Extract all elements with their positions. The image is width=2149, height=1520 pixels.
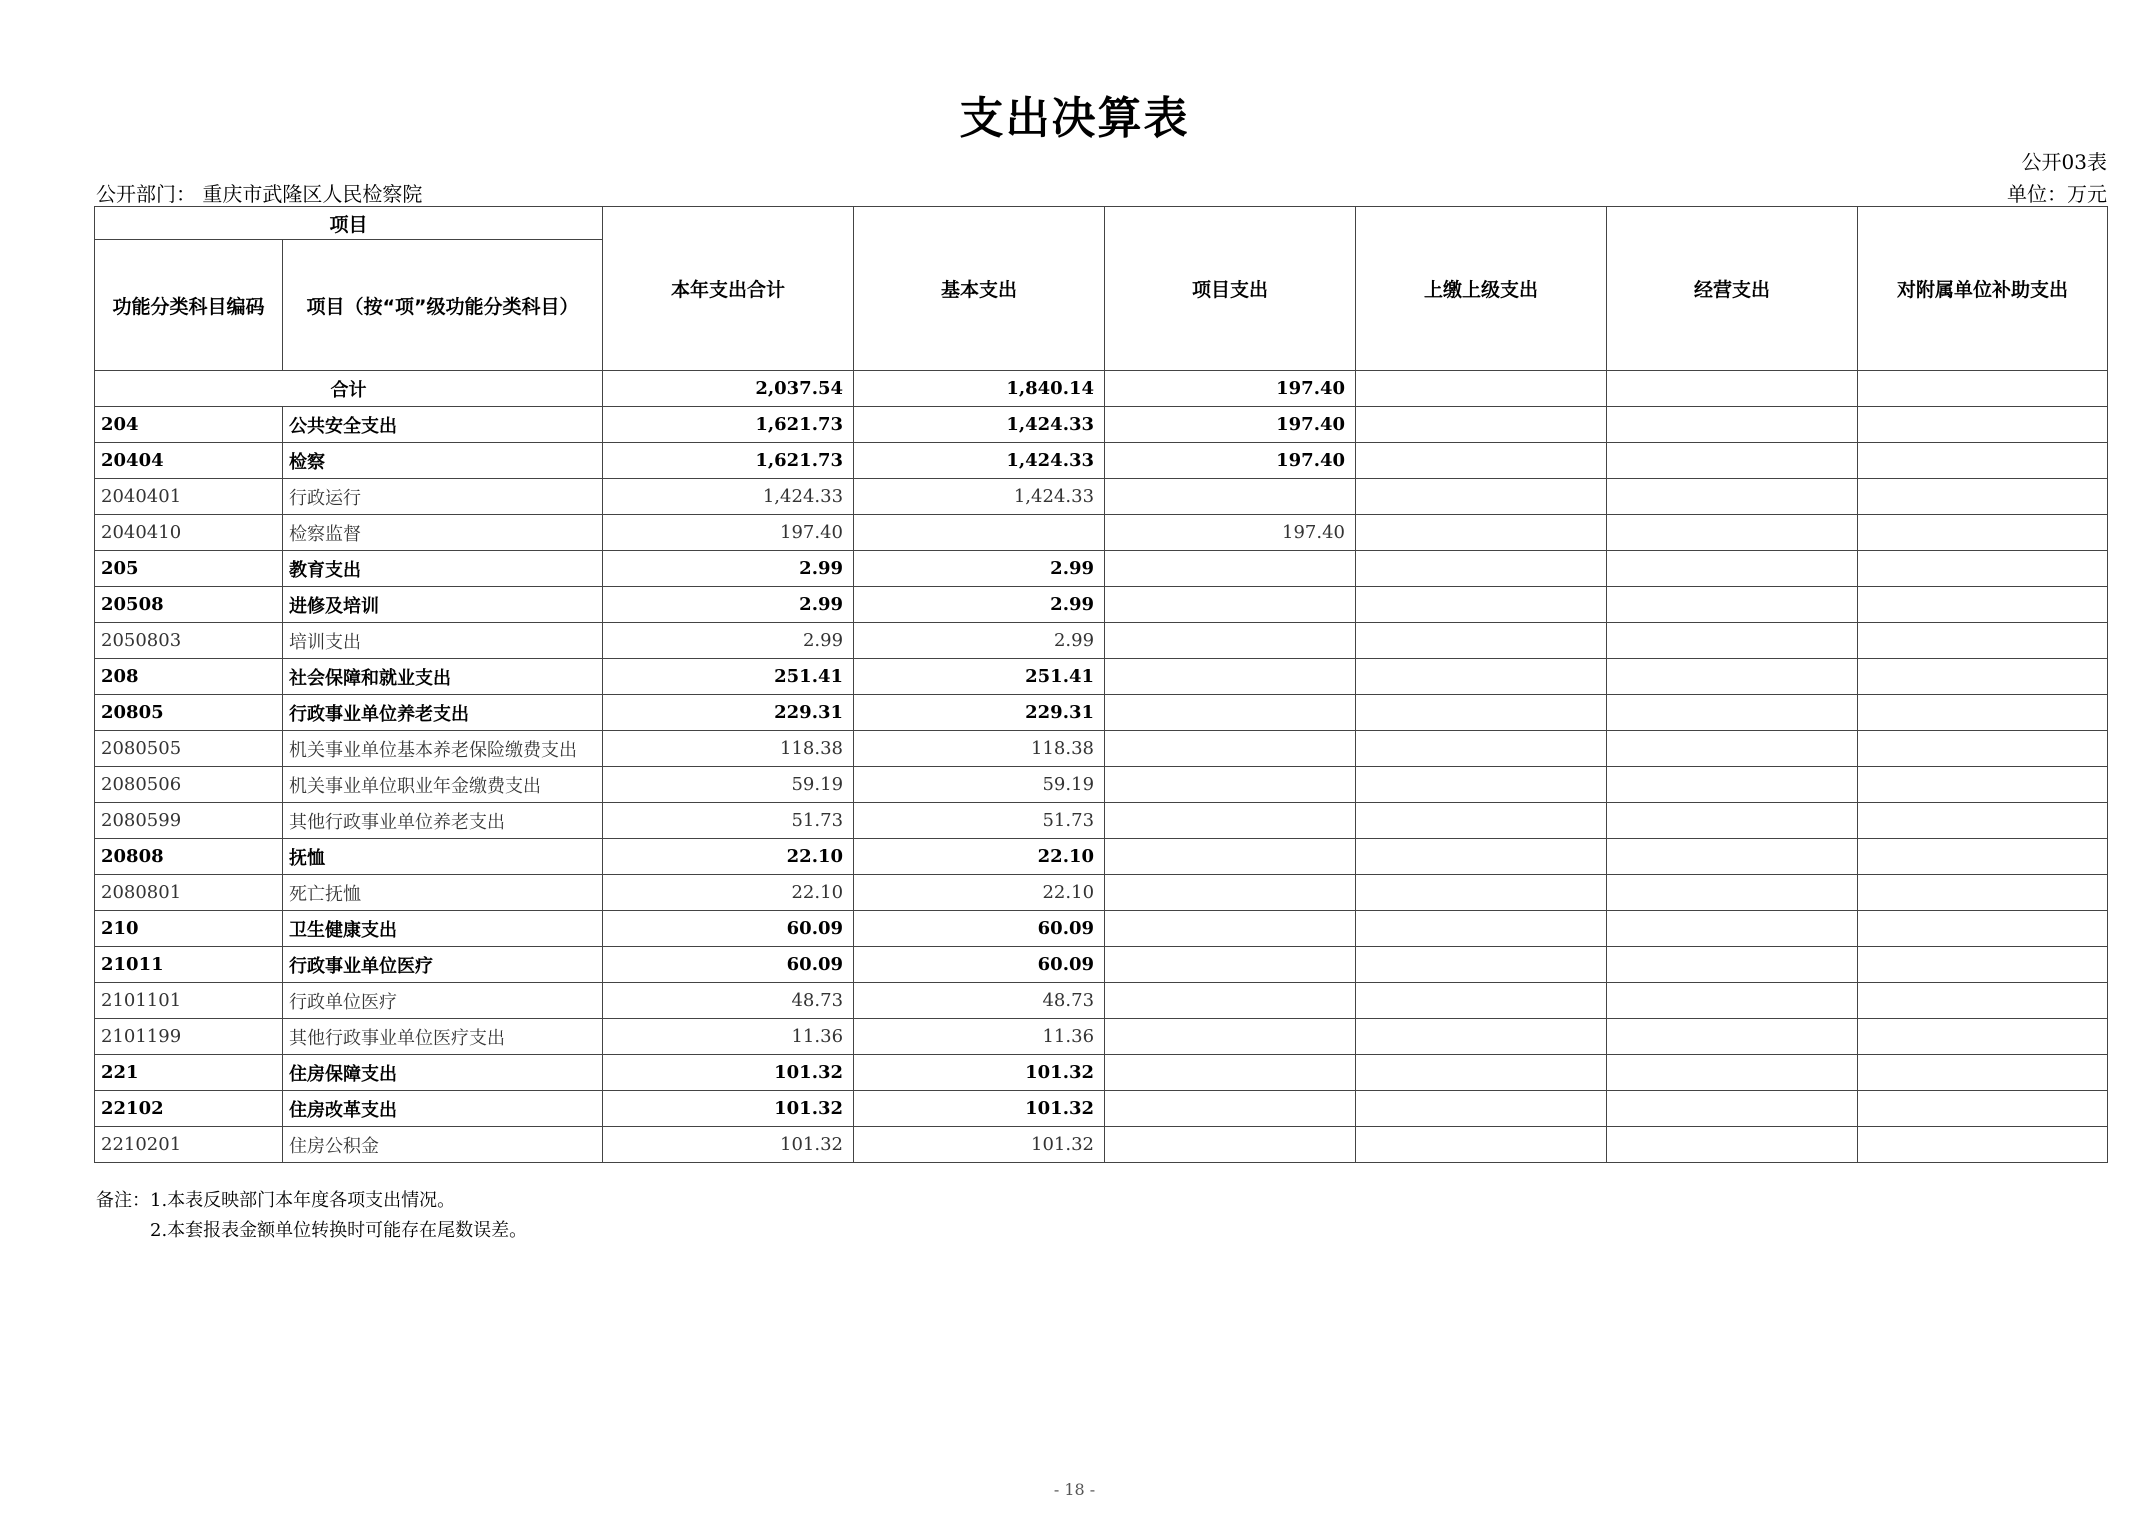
name-cell: 住房公积金 [283,1127,603,1163]
total-cell: 22.10 [603,839,854,875]
total-cell: 2.99 [603,587,854,623]
project-cell [1105,551,1356,587]
table-row [95,875,2108,911]
business-cell [1607,1091,1858,1127]
table-row [95,1019,2108,1055]
subsidy-cell [1858,767,2108,803]
table-row [95,551,2108,587]
subsidy-cell [1858,983,2108,1019]
project-cell [1105,659,1356,695]
business-cell [1607,767,1858,803]
total-cell: 1,621.73 [603,407,854,443]
business-cell [1607,587,1858,623]
upper-cell [1356,947,1607,983]
project-cell [1105,1091,1356,1127]
business-cell [1607,839,1858,875]
subsidy-cell [1858,515,2108,551]
subsidy-cell [1858,911,2108,947]
project-cell [1105,731,1356,767]
code-cell: 20808 [95,839,283,875]
basic-cell: 22.10 [854,839,1105,875]
total-cell: 101.32 [603,1091,854,1127]
total-cell: 229.31 [603,695,854,731]
business-cell [1607,1055,1858,1091]
subsidy-cell [1858,479,2108,515]
business-cell [1607,515,1858,551]
basic-cell: 60.09 [854,911,1105,947]
subsidy-cell [1858,839,2108,875]
project-cell [1105,947,1356,983]
project-cell [1105,911,1356,947]
name-cell: 行政事业单位医疗 [283,947,603,983]
basic-cell: 2.99 [854,551,1105,587]
name-cell: 机关事业单位职业年金缴费支出 [283,767,603,803]
code-cell: 205 [95,551,283,587]
project-cell [1105,983,1356,1019]
total-cell: 118.38 [603,731,854,767]
upper-cell [1356,623,1607,659]
name-cell: 检察 [283,443,603,479]
upper-cell [1356,695,1607,731]
table-row [95,947,2108,983]
business-cell [1607,911,1858,947]
business-cell [1607,731,1858,767]
basic-cell: 1,424.33 [854,479,1105,515]
basic-cell: 101.32 [854,1091,1105,1127]
project-cell [1105,695,1356,731]
name-cell: 其他行政事业单位医疗支出 [283,1019,603,1055]
basic-cell: 101.32 [854,1055,1105,1091]
basic-cell: 2.99 [854,623,1105,659]
code-cell: 2080801 [95,875,283,911]
code-cell: 2101199 [95,1019,283,1055]
total-cell: 51.73 [603,803,854,839]
upper-cell [1356,551,1607,587]
project-cell [1105,623,1356,659]
business-cell [1607,875,1858,911]
total-cell: 48.73 [603,983,854,1019]
code-cell: 2080599 [95,803,283,839]
code-cell: 20805 [95,695,283,731]
subsidy-cell [1858,947,2108,983]
code-cell: 2080506 [95,767,283,803]
business-cell [1607,803,1858,839]
subsidy-cell [1858,695,2108,731]
basic-cell: 59.19 [854,767,1105,803]
basic-cell: 229.31 [854,695,1105,731]
table-row [95,1091,2108,1127]
total-cell: 101.32 [603,1055,854,1091]
header-project: 项目支出 [1105,207,1356,371]
name-cell: 行政单位医疗 [283,983,603,1019]
total-cell: 60.09 [603,911,854,947]
subsidy-cell [1858,731,2108,767]
total-row [95,371,2108,407]
subsidy-cell [1858,1127,2108,1163]
name-cell: 机关事业单位基本养老保险缴费支出 [283,731,603,767]
upper-cell [1356,1019,1607,1055]
code-cell: 2210201 [95,1127,283,1163]
name-cell: 抚恤 [283,839,603,875]
total-business [1607,371,1858,407]
table-row [95,479,2108,515]
subsidy-cell [1858,407,2108,443]
code-cell: 204 [95,407,283,443]
upper-cell [1356,839,1607,875]
code-cell: 2050803 [95,623,283,659]
header-business: 经营支出 [1607,207,1858,371]
code-cell: 22102 [95,1091,283,1127]
upper-cell [1356,731,1607,767]
business-cell [1607,1019,1858,1055]
name-cell: 进修及培训 [283,587,603,623]
upper-cell [1356,1091,1607,1127]
total-cell: 60.09 [603,947,854,983]
business-cell [1607,695,1858,731]
code-cell: 2101101 [95,983,283,1019]
business-cell [1607,551,1858,587]
total-cell: 1,424.33 [603,479,854,515]
header-code: 功能分类科目编码 [95,240,283,371]
subsidy-cell [1858,623,2108,659]
subsidy-cell [1858,875,2108,911]
table-row [95,587,2108,623]
notes [96,1186,527,1246]
total-cell: 197.40 [603,515,854,551]
basic-cell: 101.32 [854,1127,1105,1163]
upper-cell [1356,875,1607,911]
business-cell [1607,407,1858,443]
basic-cell: 251.41 [854,659,1105,695]
upper-cell [1356,659,1607,695]
business-cell [1607,1127,1858,1163]
total-project: 197.40 [1105,371,1356,407]
header-upper: 上缴上级支出 [1356,207,1607,371]
total-cell: 22.10 [603,875,854,911]
subsidy-cell [1858,1019,2108,1055]
project-cell [1105,803,1356,839]
name-cell: 教育支出 [283,551,603,587]
upper-cell [1356,1127,1607,1163]
code-cell: 20508 [95,587,283,623]
code-cell: 2080505 [95,731,283,767]
project-cell [1105,767,1356,803]
total-cell: 101.32 [603,1127,854,1163]
name-cell: 行政运行 [283,479,603,515]
header-name: 项目（按“项”级功能分类科目） [283,240,603,371]
basic-cell: 118.38 [854,731,1105,767]
table-row [95,623,2108,659]
subsidy-cell [1858,587,2108,623]
subsidy-cell [1858,551,2108,587]
business-cell [1607,659,1858,695]
header-total: 本年支出合计 [603,207,854,371]
upper-cell [1356,479,1607,515]
name-cell: 其他行政事业单位养老支出 [283,803,603,839]
code-cell: 20404 [95,443,283,479]
upper-cell [1356,911,1607,947]
code-cell: 210 [95,911,283,947]
business-cell [1607,443,1858,479]
basic-cell: 51.73 [854,803,1105,839]
business-cell [1607,983,1858,1019]
table-row [95,695,2108,731]
name-cell: 死亡抚恤 [283,875,603,911]
table-row [95,443,2108,479]
table-row [95,659,2108,695]
name-cell: 社会保障和就业支出 [283,659,603,695]
page-title: 支出决算表 [959,93,1190,144]
subsidy-cell [1858,443,2108,479]
code-cell: 208 [95,659,283,695]
department-label: 公开部门： 重庆市武隆区人民检察院 [96,182,423,206]
project-cell: 197.40 [1105,515,1356,551]
header-item: 项目 [95,207,603,240]
code-cell: 221 [95,1055,283,1091]
table-row [95,803,2108,839]
table-row [95,839,2108,875]
subsidy-cell [1858,1055,2108,1091]
total-cell: 2.99 [603,551,854,587]
business-cell [1607,947,1858,983]
project-cell [1105,1127,1356,1163]
table-row [95,1127,2108,1163]
name-cell: 检察监督 [283,515,603,551]
table-row [95,983,2108,1019]
project-cell [1105,479,1356,515]
project-cell [1105,587,1356,623]
basic-cell: 48.73 [854,983,1105,1019]
name-cell: 行政事业单位养老支出 [283,695,603,731]
unit-label: 单位：万元 [2007,182,2107,206]
code-cell: 21011 [95,947,283,983]
project-cell: 197.40 [1105,443,1356,479]
basic-cell: 1,424.33 [854,443,1105,479]
total-cell: 59.19 [603,767,854,803]
expenditure-table [94,206,2108,1163]
name-cell: 培训支出 [283,623,603,659]
header-basic: 基本支出 [854,207,1105,371]
total-basic: 1,840.14 [854,371,1105,407]
project-cell [1105,875,1356,911]
table-row [95,767,2108,803]
project-cell [1105,1019,1356,1055]
table-row [95,731,2108,767]
form-number: 公开03表 [2021,150,2107,174]
code-cell: 2040401 [95,479,283,515]
project-cell [1105,1055,1356,1091]
total-upper [1356,371,1607,407]
basic-cell: 11.36 [854,1019,1105,1055]
upper-cell [1356,407,1607,443]
project-cell: 197.40 [1105,407,1356,443]
upper-cell [1356,983,1607,1019]
basic-cell: 60.09 [854,947,1105,983]
subsidy-cell [1858,659,2108,695]
header-subsidy: 对附属单位补助支出 [1858,207,2108,371]
upper-cell [1356,443,1607,479]
name-cell: 住房保障支出 [283,1055,603,1091]
total-cell: 1,621.73 [603,443,854,479]
name-cell: 公共安全支出 [283,407,603,443]
basic-cell: 1,424.33 [854,407,1105,443]
business-cell [1607,479,1858,515]
total-cell: 2.99 [603,623,854,659]
upper-cell [1356,803,1607,839]
total-label: 合计 [95,371,603,407]
table-row [95,1055,2108,1091]
subsidy-cell [1858,1091,2108,1127]
upper-cell [1356,587,1607,623]
table-row [95,911,2108,947]
upper-cell [1356,1055,1607,1091]
basic-cell: 22.10 [854,875,1105,911]
total-sum: 2,037.54 [603,371,854,407]
total-cell: 251.41 [603,659,854,695]
basic-cell: 2.99 [854,587,1105,623]
page-number: - 18 - [1053,1480,1096,1499]
table-row [95,515,2108,551]
table-row [95,407,2108,443]
business-cell [1607,623,1858,659]
note-line-2: 2.本套报表金额单位转换时可能存在尾数误差。 [150,1220,528,1241]
total-subsidy [1858,371,2108,407]
code-cell: 2040410 [95,515,283,551]
subsidy-cell [1858,803,2108,839]
total-cell: 11.36 [603,1019,854,1055]
note-line-1: 备注：1.本表反映部门本年度各项支出情况。 [96,1190,456,1211]
name-cell: 住房改革支出 [283,1091,603,1127]
name-cell: 卫生健康支出 [283,911,603,947]
upper-cell [1356,515,1607,551]
basic-cell [854,515,1105,551]
project-cell [1105,839,1356,875]
upper-cell [1356,767,1607,803]
